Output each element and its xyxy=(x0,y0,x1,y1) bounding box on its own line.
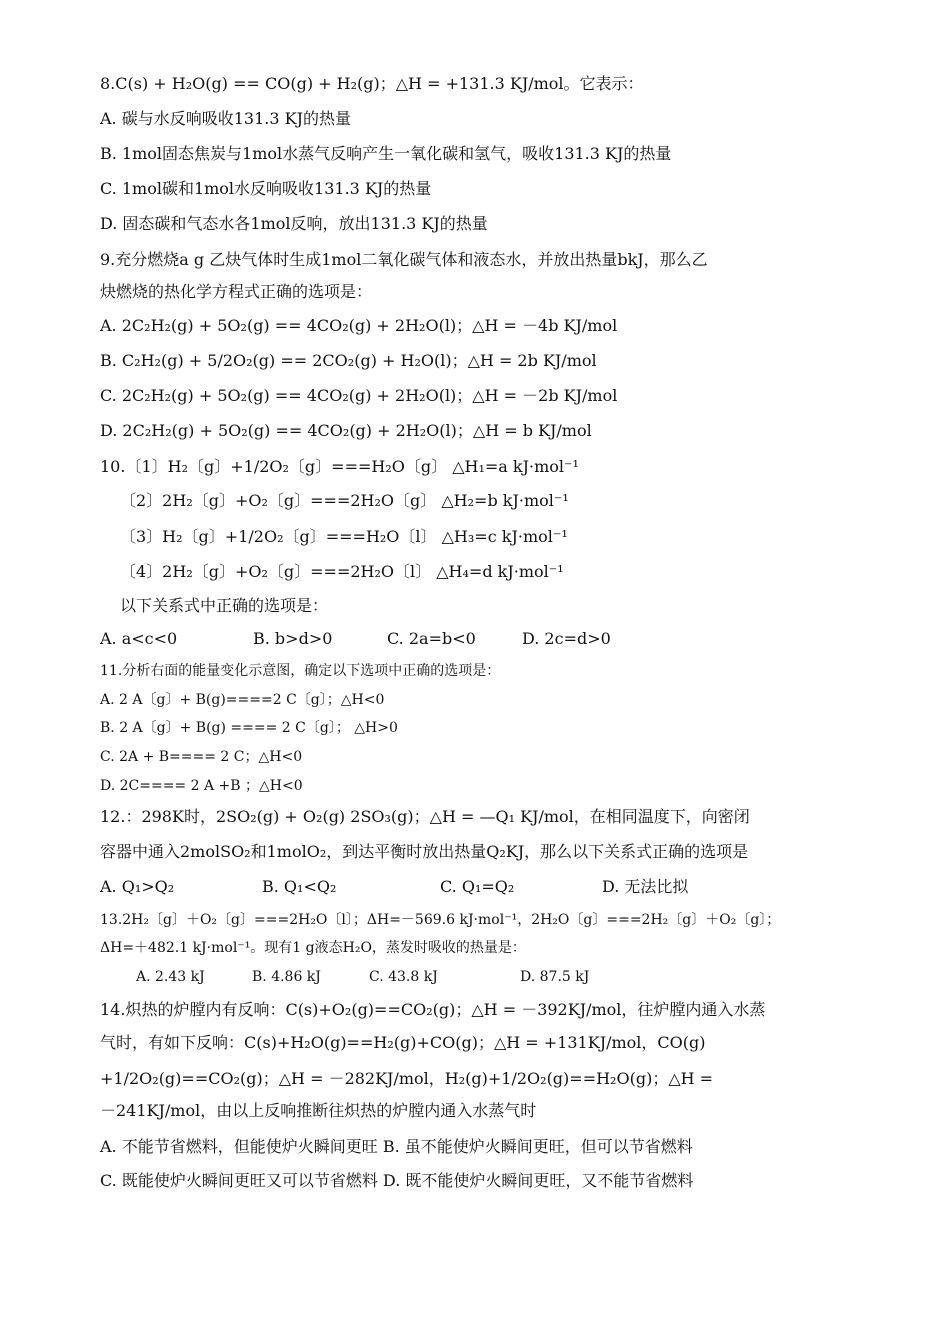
question-9-option-b: B. C₂H₂(g) + 5/2O₂(g) == 2CO₂(g) + H₂O(l)；△H = 2b KJ/mol xyxy=(100,351,597,370)
question-9-option-c: C. 2C₂H₂(g) + 5O₂(g) == 4CO₂(g) + 2H₂O(l)；△H = －2b KJ/mol xyxy=(100,386,618,405)
question-10-option-c: C. 2a=b<0 xyxy=(387,629,476,648)
question-10-equation-4: 〔4〕2H₂〔g〕+O₂〔g〕===2H₂O〔l〕 △H₄=d kJ·mol⁻¹ xyxy=(120,562,564,581)
question-8-option-a: A. 碳与水反响吸收131.3 KJ的热量 xyxy=(100,109,351,128)
question-9-stem-line-1: 9.充分燃烧a g 乙炔气体时生成1mol二氧化碳气体和液态水，并放出热量bkJ，那么乙 xyxy=(100,250,708,269)
question-14-options-cd: C. 既能使炉火瞬间更旺又可以节省燃料 D. 既不能使炉火瞬间更旺，又不能节省燃料 xyxy=(100,1171,694,1190)
question-12-stem-line-2: 容器中通入2molSO₂和1molO₂，到达平衡时放出热量Q₂KJ，那么以下关系式正确的选项是 xyxy=(100,842,749,861)
question-13-stem-line-2: ΔH=＋482.1 kJ·mol⁻¹。现有1 g液态H₂O，蒸发时吸收的热量是： xyxy=(100,940,526,956)
question-13-option-d: D. 87.5 kJ xyxy=(520,969,590,985)
question-8-option-d: D. 固态碳和气态水各1mol反响，放出131.3 KJ的热量 xyxy=(100,214,488,233)
question-14-stem-line-3: +1/2O₂(g)==CO₂(g)；△H = －282KJ/mol，H₂(g)+1/2O₂(g)==H₂O(g)；△H = xyxy=(100,1069,714,1088)
question-12-option-c: C. Q₁=Q₂ xyxy=(440,877,515,896)
question-14-options-ab: A. 不能节省燃料，但能使炉火瞬间更旺 B. 虽不能使炉火瞬间更旺，但可以节省燃料 xyxy=(100,1137,693,1156)
question-13-option-b: B. 4.86 kJ xyxy=(252,969,321,985)
question-11-option-a: A. 2 A〔g〕+ B(g)====2 C〔g〕；△H<0 xyxy=(100,692,385,708)
question-10-prompt: 以下关系式中正确的选项是： xyxy=(120,596,329,615)
question-13-option-a: A. 2.43 kJ xyxy=(136,969,205,985)
question-11-option-b: B. 2 A〔g〕+ B(g) ==== 2 C〔g〕； △H>0 xyxy=(100,720,398,736)
question-10-option-b: B. b>d>0 xyxy=(253,629,333,648)
question-11-option-d: D. 2C==== 2 A +B ；△H<0 xyxy=(100,778,303,794)
question-10-option-d: D. 2c=d>0 xyxy=(522,629,611,648)
question-8-stem: 8.C(s) + H₂O(g) == CO(g) + H₂(g)；△H = +131.3 KJ/mol。它表示： xyxy=(100,74,644,93)
question-10-option-a: A. a<c<0 xyxy=(100,629,178,648)
question-12-option-a: A. Q₁>Q₂ xyxy=(100,877,175,896)
question-12-option-d: D. 无法比拟 xyxy=(602,877,689,896)
question-12-option-b: B. Q₁<Q₂ xyxy=(262,877,337,896)
question-14-stem-line-1: 14.炽热的炉膛内有反响：C(s)+O₂(g)==CO₂(g)；△H = －392KJ/mol，往炉膛内通入水蒸 xyxy=(100,1000,766,1019)
question-14-stem-line-4: －241KJ/mol，由以上反响推断往炽热的炉膛内通入水蒸气时 xyxy=(100,1101,537,1120)
question-8-option-c: C. 1mol碳和1mol水反响吸收131.3 KJ的热量 xyxy=(100,179,432,198)
question-9-option-d: D. 2C₂H₂(g) + 5O₂(g) == 4CO₂(g) + 2H₂O(l)；△H = b KJ/mol xyxy=(100,421,592,440)
question-14-stem-line-2: 气时，有如下反响：C(s)+H₂O(g)==H₂(g)+CO(g)；△H = +131KJ/mol，CO(g) xyxy=(100,1033,706,1052)
question-10-equation-3: 〔3〕H₂〔g〕+1/2O₂〔g〕===H₂O〔l〕 △H₃=c kJ·mol⁻¹ xyxy=(120,527,568,546)
question-13-stem-line-1: 13.2H₂〔g〕＋O₂〔g〕===2H₂O〔l〕；ΔH=－569.6 kJ·mol⁻¹，2H₂O〔g〕===2H₂〔g〕＋O₂〔g〕； xyxy=(100,912,781,928)
question-9-option-a: A. 2C₂H₂(g) + 5O₂(g) == 4CO₂(g) + 2H₂O(l)；△H = －4b KJ/mol xyxy=(100,316,618,335)
question-12-stem-line-1: 12.：298K时，2SO₂(g) + O₂(g) 2SO₃(g)；△H = —Q₁ KJ/mol，在相同温度下，向密闭 xyxy=(100,807,750,826)
question-10-equation-2: 〔2〕2H₂〔g〕+O₂〔g〕===2H₂O〔g〕 △H₂=b kJ·mol⁻¹ xyxy=(120,491,569,510)
question-13-option-c: C. 43.8 kJ xyxy=(369,969,438,985)
question-11-stem: 11.分析右面的能量变化示意图，确定以下选项中正确的选项是： xyxy=(100,663,501,679)
question-10-equation-1: 10.〔1〕H₂〔g〕+1/2O₂〔g〕===H₂O〔g〕 △H₁=a kJ·mol⁻¹ xyxy=(100,457,579,476)
question-9-stem-line-2: 炔燃烧的热化学方程式正确的选项是： xyxy=(100,282,373,301)
question-11-option-c: C. 2A + B==== 2 C；△H<0 xyxy=(100,749,303,765)
question-8-option-b: B. 1mol固态焦炭与1mol水蒸气反响产生一氧化碳和氢气，吸收131.3 KJ的热量 xyxy=(100,144,672,163)
